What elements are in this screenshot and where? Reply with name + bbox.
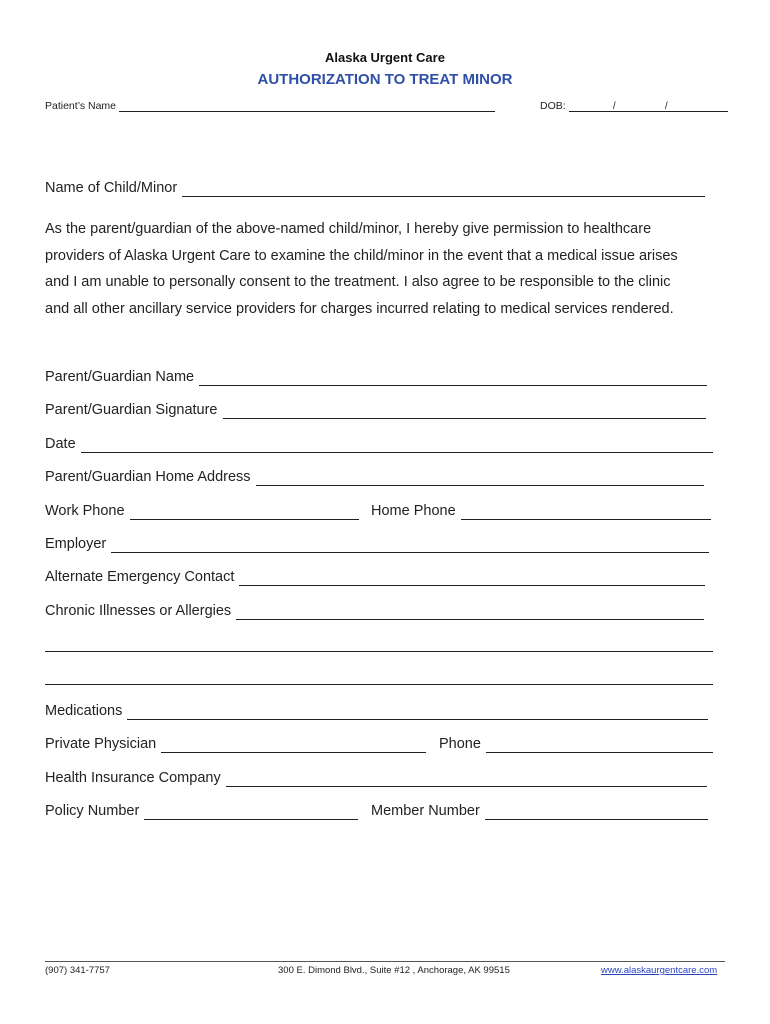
alternate-contact-field[interactable]	[239, 572, 705, 586]
alternate-contact-label: Alternate Emergency Contact	[45, 569, 235, 585]
footer-website-link[interactable]: www.alaskaurgentcare.com	[601, 965, 718, 976]
private-physician-label: Private Physician	[45, 736, 157, 752]
patient-name-row	[45, 100, 495, 112]
insurance-company-label: Health Insurance Company	[45, 770, 221, 786]
consent-line: providers of Alaska Urgent Care to examine the child/minor in the event that a medical issue arises	[45, 247, 678, 264]
insurance-company-row	[45, 770, 707, 787]
patient-name-label: Patient’s Name	[45, 100, 117, 112]
chronic-illnesses-extra-line[interactable]	[45, 651, 713, 652]
dob-row	[540, 100, 728, 112]
home-phone-label: Home Phone	[371, 503, 456, 519]
employer-label: Employer	[45, 536, 107, 552]
date-field[interactable]	[81, 439, 713, 453]
home-address-label: Parent/Guardian Home Address	[45, 469, 251, 485]
chronic-illnesses-row	[45, 603, 704, 620]
organization-name: Alaska Urgent Care	[325, 50, 445, 65]
medications-row	[45, 703, 708, 720]
home-phone-row	[371, 503, 711, 520]
guardian-signature-row	[45, 402, 706, 419]
child-name-row	[45, 180, 705, 197]
employer-field[interactable]	[111, 539, 709, 553]
footer-divider	[45, 961, 725, 962]
work-phone-row	[45, 503, 359, 520]
chronic-illnesses-field[interactable]	[236, 606, 704, 620]
chronic-illnesses-label: Chronic Illnesses or Allergies	[45, 603, 232, 619]
phone-row	[439, 736, 713, 753]
dob-day-field[interactable]	[616, 101, 668, 112]
dob-month-field[interactable]	[569, 101, 616, 112]
home-phone-field[interactable]	[461, 506, 711, 520]
footer-address: 300 E. Dimond Blvd., Suite #12 , Anchorage, AK 99515	[278, 965, 510, 976]
footer-phone: (907) 341-7757	[45, 965, 110, 976]
phone-label: Phone	[439, 736, 481, 752]
date-label: Date	[45, 436, 76, 452]
member-number-field[interactable]	[485, 806, 708, 820]
member-number-label: Member Number	[371, 803, 480, 819]
guardian-signature-field[interactable]	[223, 405, 706, 419]
phone-field[interactable]	[486, 739, 713, 753]
consent-line: As the parent/guardian of the above-named child/minor, I hereby give permission to healthcare	[45, 221, 652, 237]
home-address-row	[45, 469, 704, 486]
dob-separator: /	[664, 101, 668, 112]
consent-line: and I am unable to personally consent to the treatment. I also agree to be responsible to the clinic	[45, 274, 671, 290]
guardian-name-row	[45, 369, 707, 386]
chronic-illnesses-extra-line[interactable]	[45, 684, 713, 685]
date-row	[45, 436, 713, 453]
patient-name-field[interactable]	[119, 101, 495, 112]
employer-row	[45, 536, 709, 553]
work-phone-field[interactable]	[130, 506, 359, 520]
consent-paragraph	[45, 216, 735, 322]
private-physician-row	[45, 736, 426, 753]
dob-label: DOB:	[540, 100, 566, 112]
policy-number-field[interactable]	[144, 806, 358, 820]
guardian-name-label: Parent/Guardian Name	[45, 369, 195, 385]
guardian-signature-label: Parent/Guardian Signature	[45, 402, 218, 418]
insurance-company-field[interactable]	[226, 773, 707, 787]
alternate-contact-row	[45, 569, 705, 586]
child-name-field[interactable]	[182, 183, 705, 197]
dob-separator: /	[612, 101, 616, 112]
policy-number-label: Policy Number	[45, 803, 140, 819]
child-name-label: Name of Child/Minor	[45, 180, 178, 196]
policy-number-row	[45, 803, 358, 820]
work-phone-label: Work Phone	[45, 503, 125, 519]
medications-label: Medications	[45, 703, 123, 719]
form-title: AUTHORIZATION TO TREAT MINOR	[257, 71, 513, 88]
medications-field[interactable]	[127, 706, 708, 720]
member-number-row	[371, 803, 708, 820]
guardian-name-field[interactable]	[199, 372, 707, 386]
consent-line: and all other ancillary service providers for charges incurred relating to medical services rendered.	[45, 300, 674, 317]
private-physician-field[interactable]	[161, 739, 426, 753]
dob-year-field	[668, 101, 728, 112]
home-address-field[interactable]	[256, 472, 704, 486]
